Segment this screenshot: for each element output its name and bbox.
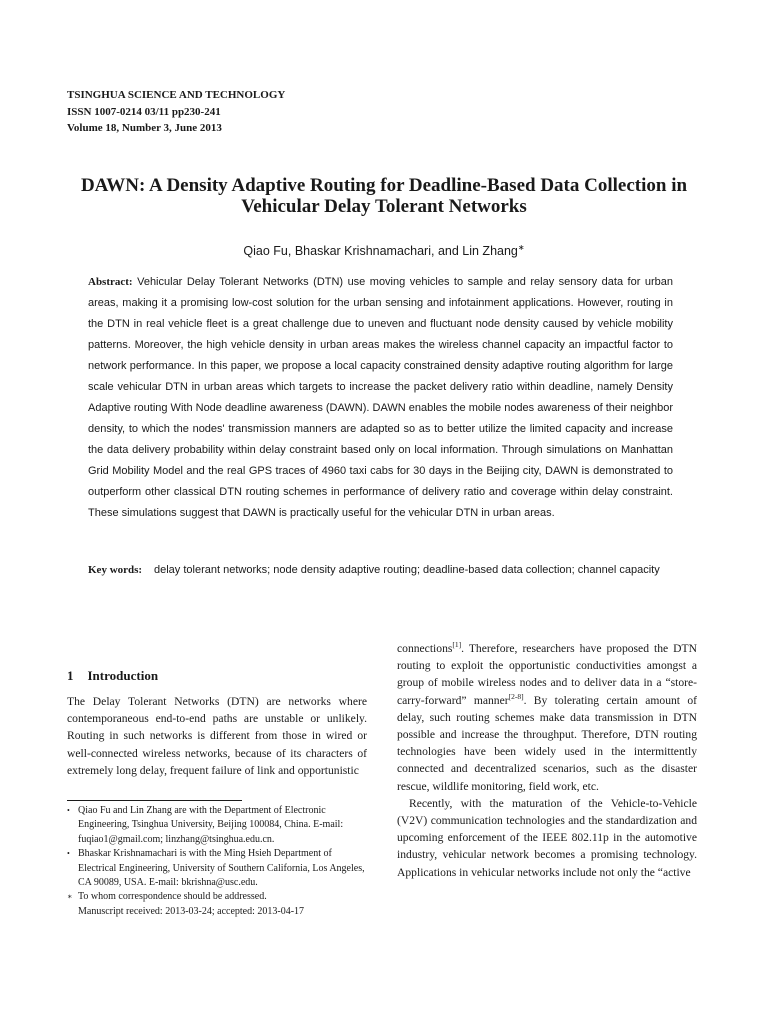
right-paragraph-2: Recently, with the maturation of the Vehicle-to-Vehicle (V2V) communication technologies and the standardization and upcoming enforcement of the IEEE 802.11p in the automotive industry, vehicular network becomes a promising technology. Applications in vehicular networks include not only the “active (397, 796, 697, 879)
keywords (88, 559, 673, 582)
citation: [2-8] (508, 691, 524, 701)
asterisk-icon: ∗ (67, 892, 73, 902)
bullet-icon: • (67, 806, 70, 815)
section-number: 1 (67, 668, 74, 683)
right-column (397, 640, 697, 881)
footnote-divider (67, 800, 242, 801)
abstract (88, 272, 673, 524)
footnote-text: To whom correspondence should be addressed. (78, 891, 267, 903)
text-run: . Therefore, researchers have proposed the DTN routing to exploit the opportunistic conductivities amongst a group of mobile wireless nodes and to deliver data in a “store-carry-forward” manner (397, 642, 697, 707)
footnotes (67, 804, 367, 919)
author-line (80, 243, 688, 258)
keywords-label: Key words: (88, 564, 143, 576)
footnote-item (67, 847, 367, 890)
footnote-text: Qiao Fu and Lin Zhang are with the Department of Electronic Engineering, Tsinghua University, Beijing 100084, China. E-mail: fuqiao1@gmail.com; linzhang@tsinghua.edu.cn. (78, 805, 344, 845)
footnote-item (67, 890, 367, 904)
right-paragraph-1 (397, 640, 697, 795)
journal-issn: ISSN 1007-0214 03/11 pp230-241 (67, 105, 221, 118)
citation: [1] (452, 640, 462, 650)
footnote-item (67, 804, 367, 847)
manuscript-dates: Manuscript received: 2013-03-24; accepted: 2013-04-17 (78, 905, 305, 917)
authors: Qiao Fu, Bhaskar Krishnamachari, and Lin Zhang (243, 244, 518, 259)
intro-paragraph: The Delay Tolerant Networks (DTN) are networks where contemporaneous end-to-end paths are unstable or unlikely. Routing in such networks is different from those in wired or well-connected wireless networks, because of its characters of extremely long delay, frequent failure of link and opportunistic (67, 695, 367, 777)
bullet-icon: • (67, 849, 70, 859)
journal-volume: Volume 18, Number 3, June 2013 (67, 122, 222, 134)
abstract-text: Vehicular Delay Tolerant Networks (DTN) use moving vehicles to sample and relay sensory data for urban areas, making it a promising low-cost solution for the urban sensing and infotainment applications. However, routing in the DTN in real vehicle fleet is a great challenge due to uneven and fluctuant node density caused by vehicle mobility patterns. Moreover, the high vehicle density in urban areas makes the wireless channel capacity an impactful factor to network performance. In this paper, we propose a local capacity constrained density adaptive routing algorithm for large scale vehicular DTN in urban areas which targets to increase the packet delivery ratio within deadline, namely Density Adaptive routing With Node deadline awareness (DAWN). DAWN enables the mobile nodes awareness of their neighbor density, to which the nodes' transmission manners are adapted so as to better utilize the limited capacity and increase the data delivery probability within delay constraint based only on local information. Through simulations on Manhattan Grid Mobility Model and the real GPS traces of 4960 taxi cabs for 30 days in the Beijing city, DAWN is demonstrated to outperform other classical DTN routing schemes in performance of delivery ratio and coverage within delay constraint. These simulations suggest that DAWN is practically useful for the vehicular DTN in urban areas. (88, 276, 673, 519)
section-heading (67, 668, 367, 684)
journal-name: TSINGHUA SCIENCE AND TECHNOLOGY (67, 89, 286, 101)
abstract-label: Abstract: (88, 276, 133, 288)
keywords-text: delay tolerant networks; node density adaptive routing; deadline-based data collection; channel capacity (154, 564, 660, 576)
text-run: . By tolerating certain amount of delay, such routing schemes make data transmission in DTN possible and increase the throughput. Therefore, DTN routing technologies have been widely used in the intermittently connected and decentralized scenarios, such as the disaster rescue, wildlife monitoring, field work, etc. (397, 693, 697, 793)
corresponding-author-mark: ∗ (517, 243, 525, 252)
paper-title: DAWN: A Density Adaptive Routing for Deadline-Based Data Collection in Vehicular Delay Tolerant Networks (80, 175, 688, 217)
left-column (67, 668, 367, 779)
text-run: connections (397, 642, 453, 655)
journal-header (67, 87, 285, 137)
section-title: Introduction (87, 668, 159, 683)
footnote-text: Bhaskar Krishnamachari is with the Ming Hsieh Department of Electrical Engineering, University of Southern California, Los Angeles, CA 90089, USA. E-mail: bkrishna@usc.edu. (78, 848, 365, 889)
